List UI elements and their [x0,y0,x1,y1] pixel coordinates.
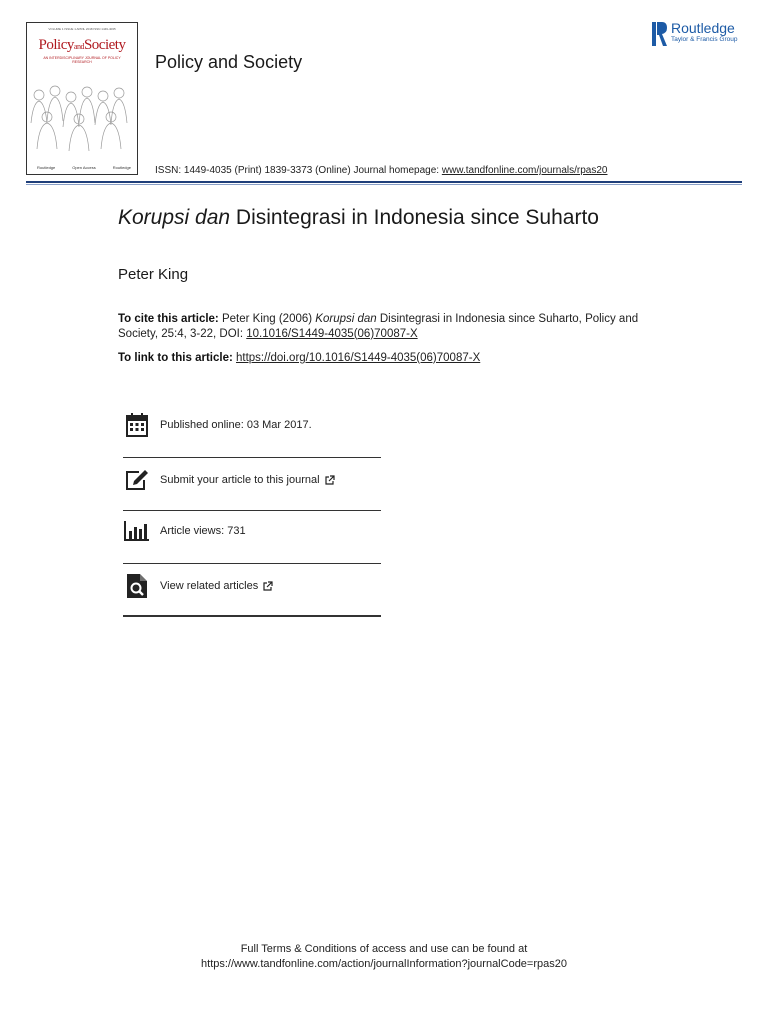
bar-chart-icon [123,517,151,545]
terms-line: Full Terms & Conditions of access and use can be found at [240,943,528,955]
crowd-illustration [29,83,135,153]
cover-title: PolicyandSociety [38,37,126,53]
citation-doi-link[interactable]: 10.1016/S1449-4035(06)70087-X [246,327,418,340]
calendar-icon [123,411,151,439]
cover-footer: Routledge Open Access Routledge [37,165,131,170]
terms-url[interactable]: https://www.tandfonline.com/action/journalInformation?journalCode=rpas20 [201,958,567,970]
cover-top-text: VOLUME 1 ISSUE 1 APRIL 2018 ISSN 1449-4035 [48,27,116,31]
article-title: Korupsi dan Disintegrasi in Indonesia since Suharto [118,206,599,229]
article-link-line: To link to this article: https://doi.org/10.1016/S1449-4035(06)70087-X [118,352,481,364]
cover-subtitle: AN INTERDISCIPLINARY JOURNAL OF POLICY RESEARCH [43,56,121,64]
related-articles-link[interactable] [123,564,381,608]
published-row [123,403,381,447]
brand-group: Taylor & Francis Group [671,36,738,43]
article-views: Article views: 731 [160,525,246,537]
external-link-icon [263,581,273,591]
external-link-icon [325,475,335,485]
header-divider-thin [26,184,742,185]
terms-footer [0,942,768,972]
journal-homepage-link[interactable]: www.tandfonline.com/journals/rpas20 [441,165,608,176]
submit-article-link[interactable] [123,458,381,502]
journal-cover [26,22,138,175]
submit-article-label: Submit your article to this journal [160,474,320,486]
article-views-row [123,509,381,553]
divider [123,615,381,617]
brand-name: Routledge [671,20,735,36]
related-articles-label: View related articles [160,580,259,592]
issn-line: ISSN: 1449-4035 (Print) 1839-3373 (Online) Journal homepage: www.tandfonline.com/journals/rpas20 [155,165,608,176]
article-author: Peter King [118,266,189,283]
edit-icon [123,466,151,494]
routledge-logo-icon [652,20,668,48]
search-document-icon [123,572,151,600]
citation-block: To cite this article: Peter King (2006) Korupsi dan Disintegrasi in Indonesia since Suharto, Policy and Society, 25:4, 3-22, DOI: 10.1016/S1449-4035(06)70087-X [118,313,639,340]
header-divider [26,181,742,183]
article-doi-link[interactable]: https://doi.org/10.1016/S1449-4035(06)70087-X [236,352,481,364]
journal-name: Policy and Society [155,52,303,72]
published-date: Published online: 03 Mar 2017. [160,419,312,431]
routledge-brand [652,20,737,48]
